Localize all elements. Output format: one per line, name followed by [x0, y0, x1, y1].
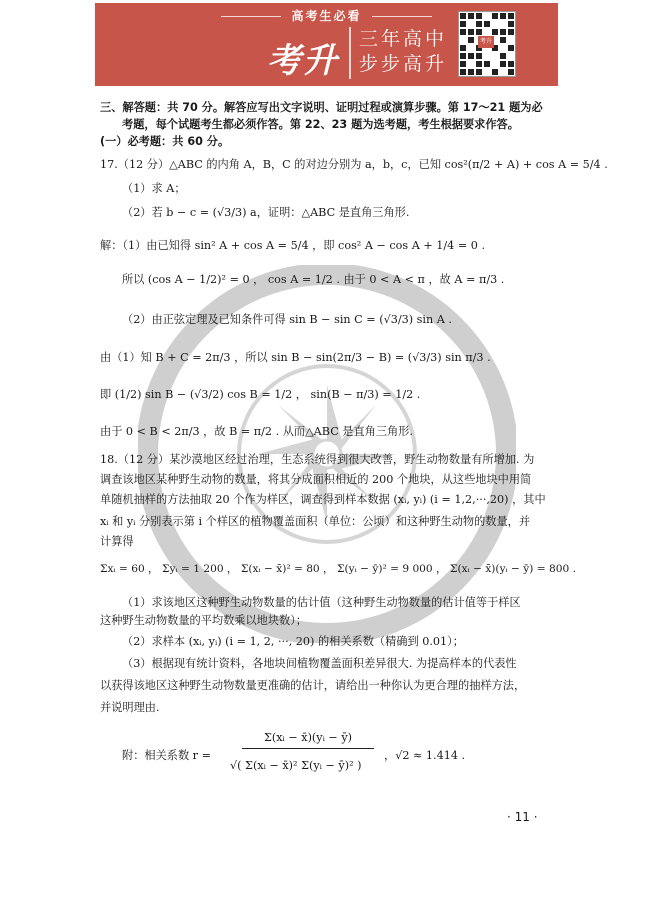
header-banner	[95, 3, 558, 86]
q18-line-2: 调查该地区某种野生动物的数量，将其分成面积相近的 200 个地块，从这些地块中用简	[100, 473, 532, 486]
qr-badge: 考升	[478, 36, 494, 48]
q18-sums: Σxᵢ = 60 ， Σyᵢ = 1 200 ， Σ(xᵢ − x̄)² = 80 ， Σ(yᵢ − ȳ)² = 9 000 ， Σ(xᵢ − x̄)(yᵢ − ȳ) = 800 .	[100, 563, 576, 575]
q18-line-5: 计算得	[100, 535, 134, 548]
section-heading-cont: 考题，每个试题考生都必须作答。第 22、23 题为选考题，考生根据要求作答。	[122, 118, 519, 131]
q17-part1: （1）求 A；	[122, 182, 186, 195]
q18-part1-b: 这种野生动物数量的平均数乘以地块数）；	[100, 614, 307, 627]
slogan-line-1: 三年高中	[359, 28, 448, 50]
page-number: · 11 ·	[507, 810, 538, 824]
correlation-formula	[122, 728, 522, 786]
logo: 考升	[267, 41, 339, 81]
formula-label: 附：相关系数 r =	[122, 749, 211, 762]
q17-solution-3: （2）由正弦定理及已知条件可得 sin B − sin C = (√3/3) sin A .	[122, 313, 452, 326]
q18-part3-a: （3）根据现有统计资料，各地块间植物覆盖面积差异很大. 为提高样本的代表性	[122, 657, 517, 670]
q17-solution-6: 由于 0 < B < 2π/3 ，故 B = π/2 . 从而△ABC 是直角三角形.	[100, 425, 413, 438]
banner-top-text: 高考生必看	[95, 7, 558, 24]
q18-line-3: 单随机抽样的方法抽取 20 个作为样区，调查得到样本数据 (xᵢ, yᵢ) (i = 1,2,···,20) ，其中	[100, 493, 546, 506]
section-heading: 三、解答题：共 70 分。解答应写出文字说明、证明过程或演算步骤。第 17～21 题为必	[100, 101, 543, 114]
formula-denominator: √( Σ(xᵢ − x̄)² Σ(yᵢ − ȳ)² )	[230, 759, 362, 772]
q17-stem: 17.（12 分）△ABC 的内角 A，B，C 的对边分别为 a，b，c，已知 cos²(π/2 + A) + cos A = 5/4 .	[100, 158, 608, 171]
q17-solution-5: 即 (1/2) sin B − (√3/2) cos B = 1/2 ， sin(B − π/3) = 1/2 .	[100, 388, 421, 401]
q18-part3-c: 并说明理由.	[100, 701, 160, 714]
q18-part2: （2）求样本 (xᵢ, yᵢ) (i = 1, 2, ···, 20) 的相关系数（精确到 0.01）；	[122, 635, 464, 648]
sqrt2-approx: ，√2 ≈ 1.414 .	[384, 749, 466, 762]
slogan	[349, 27, 465, 79]
q17-solution-2: 所以 (cos A − 1/2)² = 0 ， cos A = 1/2 . 由于 0 < A < π ，故 A = π/3 .	[122, 273, 505, 286]
q18-part3-b: 以获得该地区这种野生动物数量更准确的估计，请给出一种你认为更合理的抽样方法，	[100, 679, 526, 692]
formula-numerator: Σ(xᵢ − x̄)(yᵢ − ȳ)	[242, 730, 374, 749]
q17-solution-1: 解：（1）由已知得 sin² A + cos A = 5/4 ，即 cos² A − cos A + 1/4 = 0 .	[100, 239, 485, 252]
slogan-line-2: 步步高升	[359, 53, 448, 75]
q18-part1-a: （1）求该地区这种野生动物数量的估计值（这种野生动物数量的估计值等于样区	[122, 596, 521, 609]
q18-line-4: xᵢ 和 yᵢ 分别表示第 i 个样区的植物覆盖面积（单位：公顷）和这种野生动物的数量，并	[100, 515, 531, 528]
q17-part2: （2）若 b − c = (√3/3) a，证明：△ABC 是直角三角形.	[122, 206, 410, 219]
section-subheading: (一）必考题：共 60 分。	[100, 135, 230, 148]
q18-line-1: 18.（12 分）某沙漠地区经过治理，生态系统得到很大改善，野生动物数量有所增加. 为	[100, 453, 535, 466]
q17-solution-4: 由（1）知 B + C = 2π/3 ，所以 sin B − sin(2π/3 − B) = (√3/3) sin π/3 .	[100, 351, 491, 364]
